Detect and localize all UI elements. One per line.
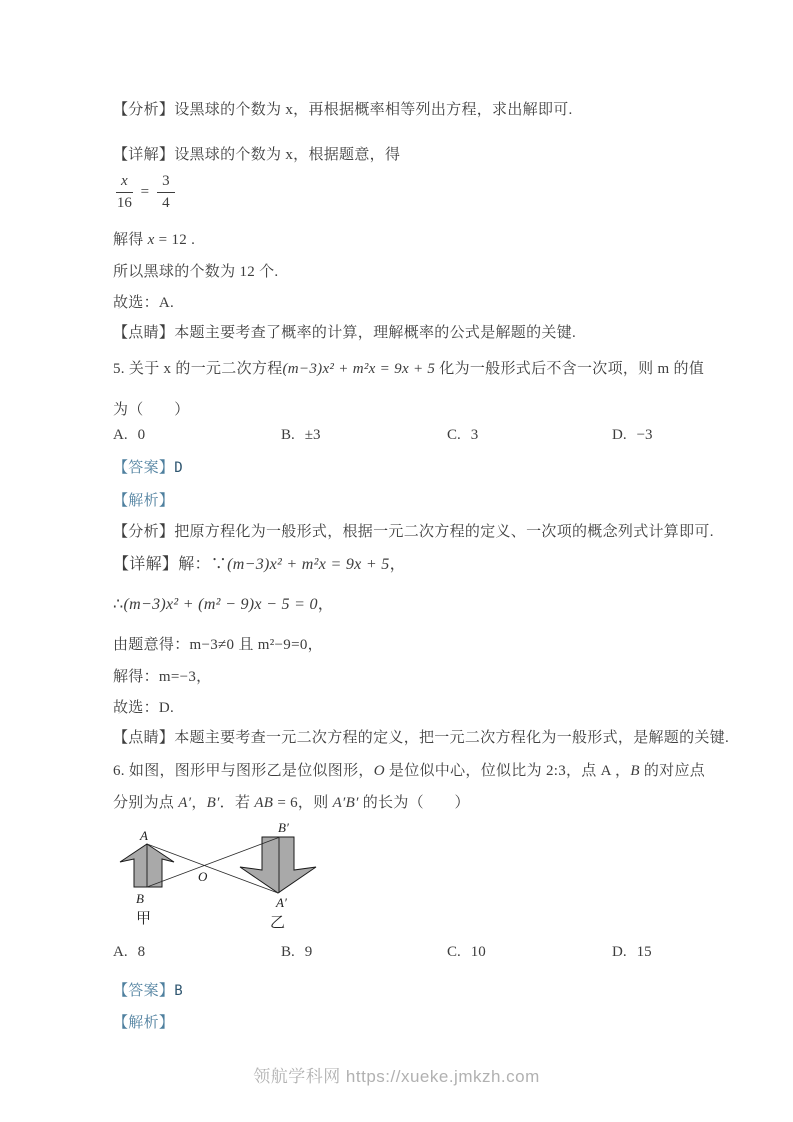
- q6-stem-line1: 6. 如图，图形甲与图形乙是位似图形，O 是位似中心，位似比为 2:3，点 A ，B 的对应点: [113, 763, 706, 779]
- q6-jiexi-label: 【解析】: [113, 1015, 175, 1031]
- q6-options-row: [113, 944, 685, 961]
- q5-option-b[interactable]: B. ±3: [281, 427, 321, 443]
- site-watermark: 领航学科网 https://xueke.jmkzh.com: [253, 1067, 540, 1086]
- q5-stem-line1: 5. 关于 x 的一元二次方程(m−3)x² + m²x = 9x + 5 化为一般形式后不含一次项，则 m 的值: [113, 361, 705, 377]
- q5-options-row: [113, 427, 685, 444]
- q6-option-b[interactable]: B. 9: [281, 944, 313, 960]
- q5-detail-line2: ∴(m−3)x² + (m² − 9)x − 5 = 0，: [113, 596, 335, 613]
- q4-solve-line: 解得 x = 12 .: [113, 232, 196, 248]
- q4-detail-line: 【详解】设黑球的个数为 x，根据题意，得: [113, 147, 401, 163]
- q4-conclusion-line: 所以黑球的个数为 12 个.: [113, 264, 279, 280]
- answer-label: 【答案】: [113, 983, 175, 999]
- q5-choice-line: 故选：D.: [113, 700, 175, 716]
- label-jia: 甲: [136, 911, 152, 927]
- q5-comment-line: 【点睛】本题主要考查一元二次方程的定义，把一元二次方程化为一般形式，是解题的关键.: [113, 730, 730, 746]
- q5-option-d[interactable]: D. −3: [612, 427, 653, 443]
- ray-a-to-a-prime: [147, 844, 278, 893]
- q4-analysis-line: 【分析】设黑球的个数为 x，再根据概率相等列出方程，求出解即可.: [113, 102, 573, 118]
- q6-option-d[interactable]: D. 15: [612, 944, 652, 960]
- fraction-x-16: $\frac{x}{16}$: [116, 173, 132, 211]
- q4-comment-line: 【点睛】本题主要考查了概率的计算，理解概率的公式是解题的关键.: [113, 325, 577, 341]
- q6-answer-line: [113, 979, 183, 1000]
- q5-analysis-line: 【分析】把原方程化为一般形式，根据一元二次方程的定义、一次项的概念列式计算即可.: [113, 524, 714, 540]
- fraction-3-4: $\frac{3}{4}$: [157, 172, 175, 213]
- label-point-a: A: [140, 828, 148, 843]
- label-yi: 乙: [270, 915, 286, 931]
- label-center-o: O: [198, 869, 208, 884]
- figure-yi-down-arrow: [240, 837, 316, 893]
- q6-option-c[interactable]: C. 10: [447, 944, 486, 960]
- equals-sign: =: [140, 183, 150, 200]
- q5-detail-line1: 【详解】解：∵(m−3)x² + m²x = 9x + 5，: [113, 556, 406, 573]
- q6-option-a[interactable]: A. 8: [113, 944, 146, 960]
- q4-choice-line: 故选：A.: [113, 295, 175, 311]
- q5-stem-line2: 为（ ）: [113, 402, 190, 418]
- q4-fraction-equation: [116, 172, 175, 213]
- q6-answer-value: B: [174, 983, 183, 999]
- figure-svg: [110, 813, 360, 943]
- q5-detail-line3: 由题意得：m−3≠0 且 m²−9=0，: [113, 637, 323, 653]
- q5-detail-line4: 解得：m=−3，: [113, 669, 212, 685]
- q5-option-c[interactable]: C. 3: [447, 427, 479, 443]
- q6-stem-line2: 分别为点 A′，B′．若 AB = 6，则 A′B′ 的长为（ ）: [113, 795, 470, 811]
- q5-answer-value: D: [174, 460, 183, 476]
- label-point-b: B: [136, 891, 144, 906]
- q5-option-a[interactable]: A. 0: [113, 427, 146, 443]
- label-point-b-prime: B′: [278, 820, 289, 835]
- answer-label: 【答案】: [113, 460, 175, 476]
- q5-answer-line: [113, 456, 183, 477]
- q5-jiexi-label: 【解析】: [113, 493, 175, 509]
- label-point-a-prime: A′: [276, 895, 287, 910]
- q6-similarity-figure: [110, 813, 360, 943]
